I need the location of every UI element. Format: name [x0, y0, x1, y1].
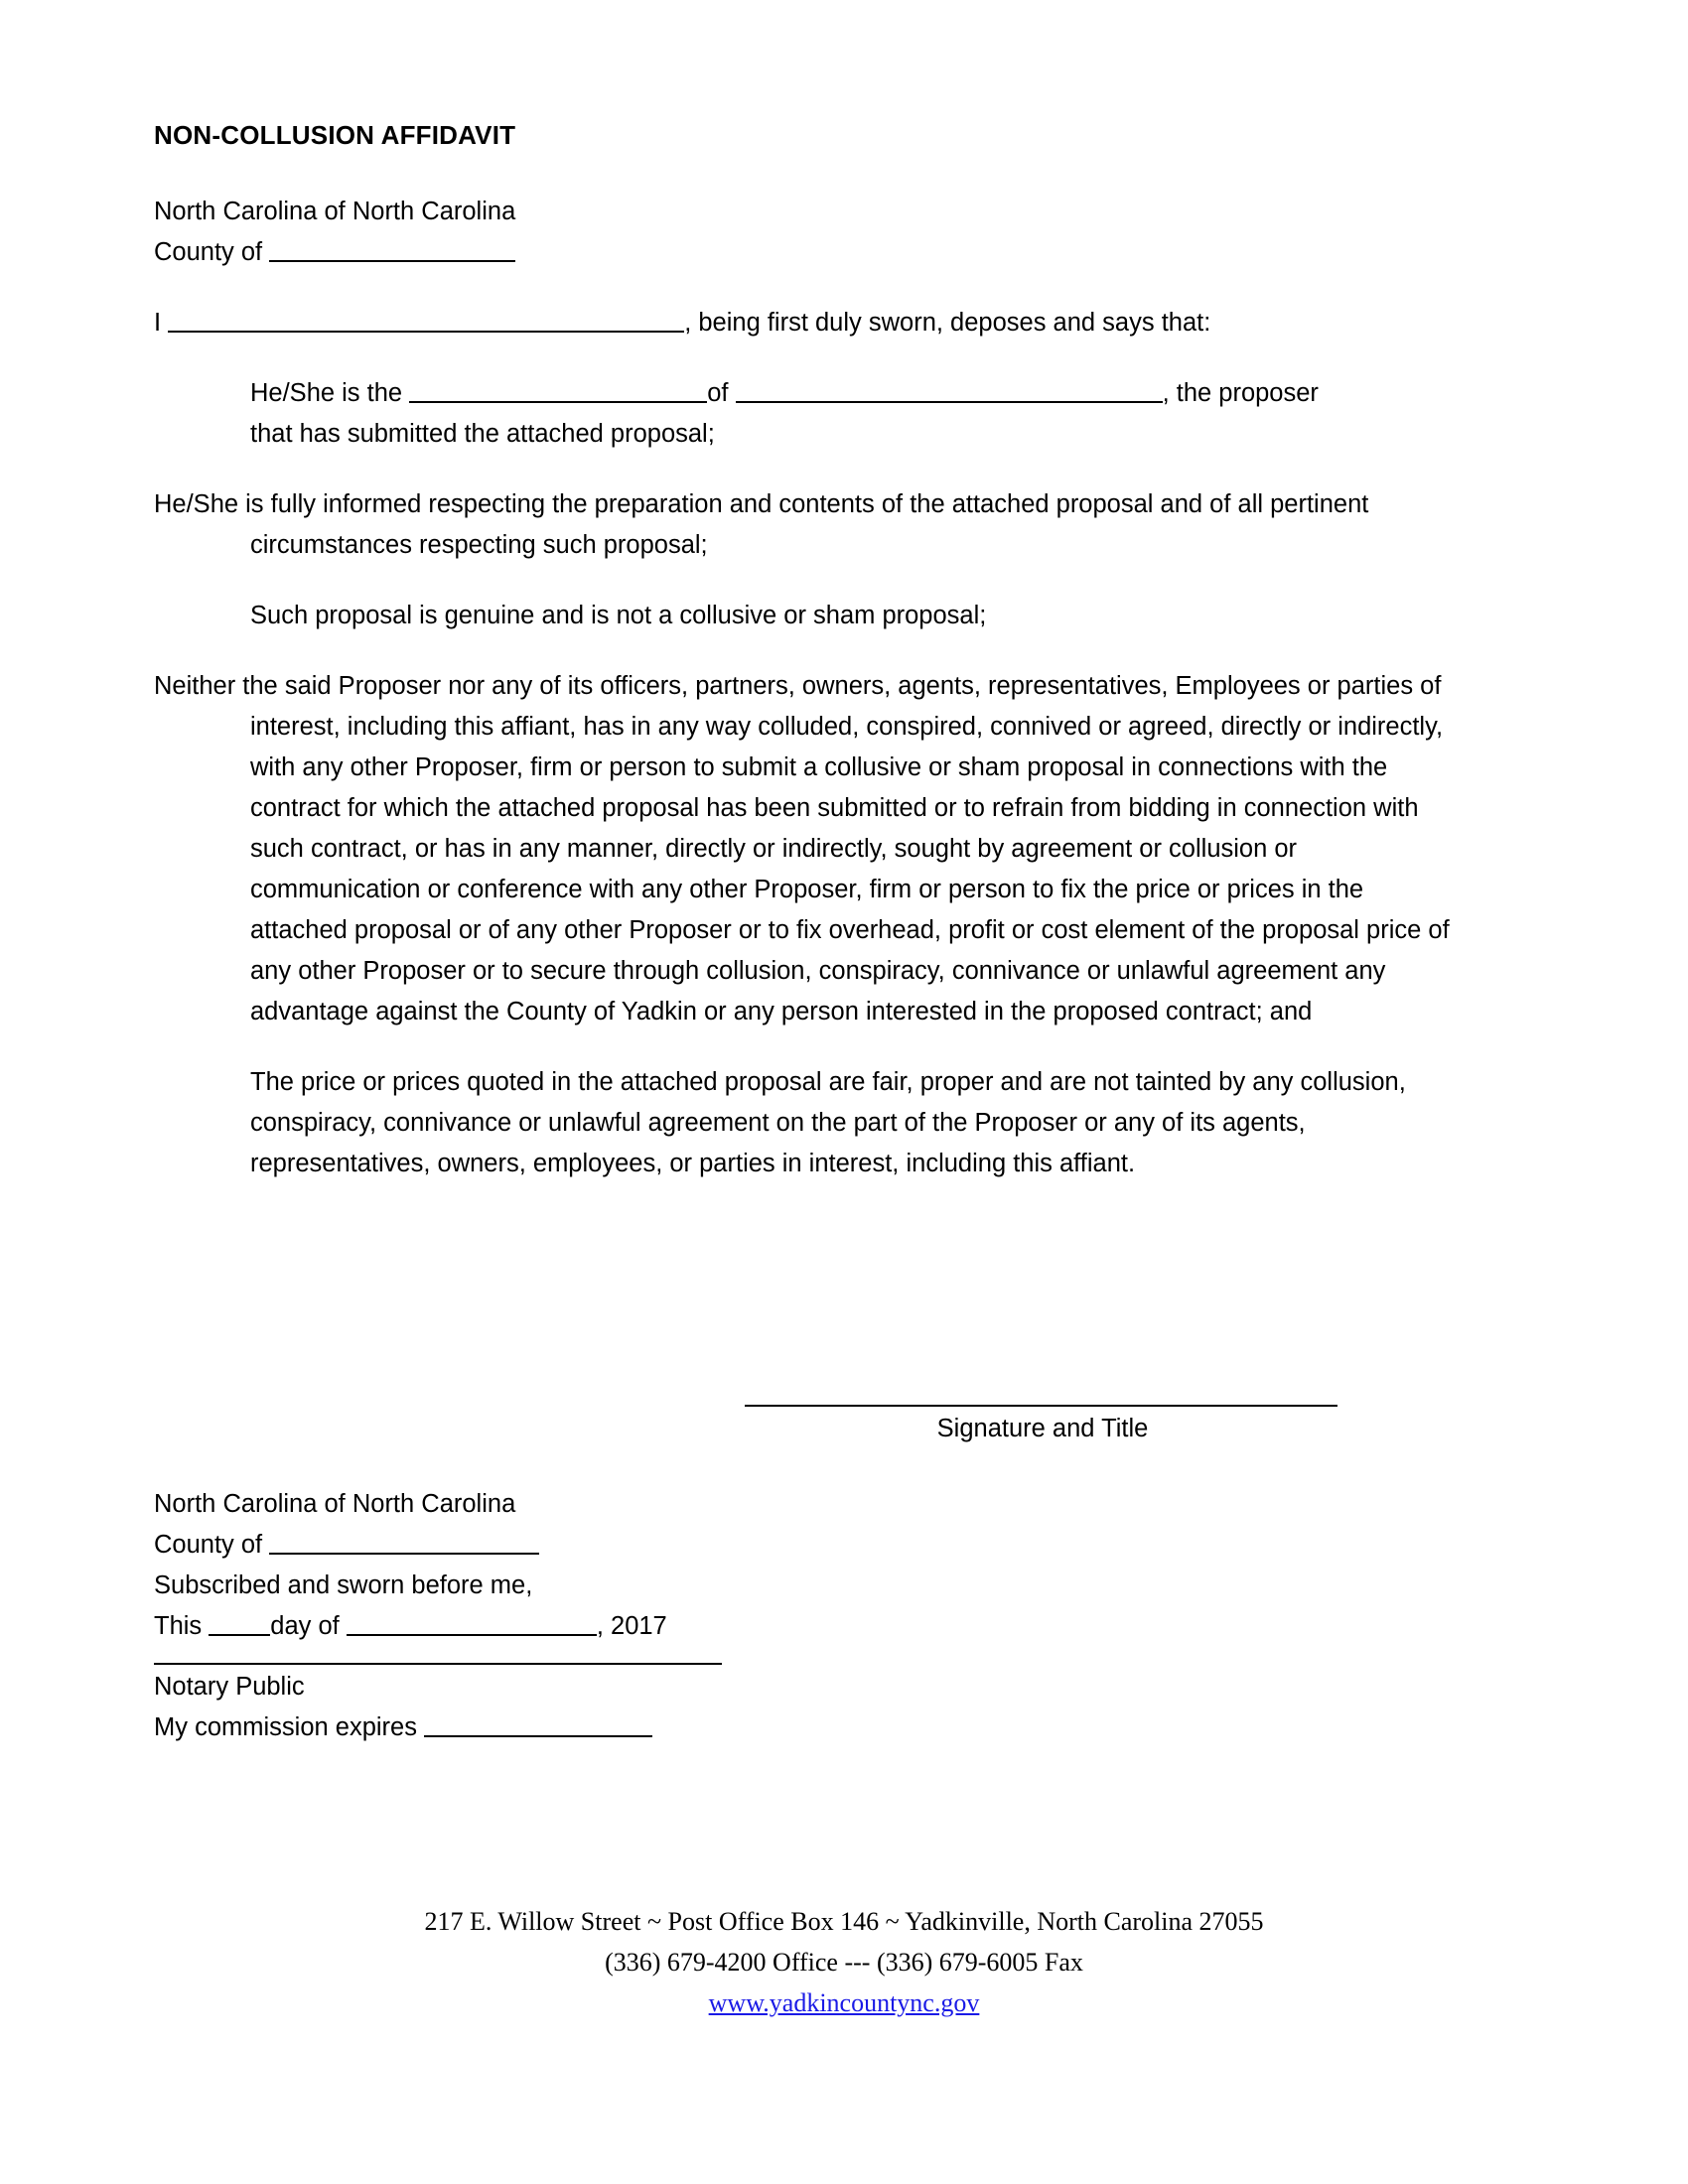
- notary-date-line: [154, 1606, 948, 1647]
- paragraph-price-quoted: The price or prices quoted in the attached proposal are fair, proper and are not tainted by any collusion, conspiracy, connivance or unlawful agreement on the part of the Proposer or any of its agents, representatives, owners, employees, or parties in interest, including this affiant.: [250, 1067, 1406, 1177]
- signature-label: Signature and Title: [936, 1415, 1149, 1442]
- footer-url-text[interactable]: www.yadkincountync.gov: [708, 1988, 980, 2017]
- month-blank-field[interactable]: [347, 1611, 597, 1636]
- county-blank-field[interactable]: [269, 236, 515, 261]
- submitted-proposal-line: that has submitted the attached proposal;: [250, 419, 715, 448]
- paragraph-fully-informed: He/She is fully informed respecting the preparation and contents of the attached proposal and of all pertinent circumstances respecting such proposal;: [154, 489, 1369, 559]
- firm-name-blank-field[interactable]: [736, 377, 1163, 402]
- heshe-is-the-label: He/She is the: [250, 378, 403, 407]
- affiant-intro-line: [154, 303, 1450, 343]
- page-title: NON-COLLUSION AFFIDAVIT: [154, 120, 516, 150]
- footer-website-link[interactable]: [0, 1982, 1688, 2023]
- notary-county-label: County of: [154, 1531, 263, 1559]
- heshe-is-the-line: [154, 373, 1450, 414]
- paragraph-neither-proposer: Neither the said Proposer nor any of its officers, partners, owners, agents, representatives, Employees or parties of interest, including this affiant, has in any way colluded, conspired, connived or agreed, directly or indirectly, with any other Proposer, firm or person to submit a collusive or sham proposal in connections with the contract for which the attached proposal has been submitted or to refrain from bidding in connection with such contract, or has in any manner, directly or indirectly, sought by agreement or collusion or communication or conference with any other Proposer, firm or person to fix the price or prices in the attached proposal or of any other Proposer or to fix overhead, profit or cost element of the proposal price of any other Proposer or to secure through collusion, conspiracy, connivance or unlawful agreement any advantage against the County of Yadkin or any person interested in the proposed contract; and: [154, 671, 1450, 1025]
- notary-state-line: North Carolina of North Carolina: [154, 1490, 516, 1518]
- year-suffix: , 2017: [596, 1612, 667, 1640]
- notary-county-blank-field[interactable]: [269, 1530, 539, 1555]
- affiant-intro-prefix: I: [154, 308, 162, 337]
- day-of-word: day of: [270, 1612, 340, 1640]
- day-blank-field[interactable]: [209, 1611, 270, 1636]
- notary-subscribed-line: Subscribed and sworn before me,: [154, 1571, 533, 1599]
- county-line: [154, 232, 1450, 273]
- the-proposer-label: , the proposer: [1162, 378, 1319, 407]
- affiant-intro-suffix: , being first duly sworn, deposes and says that:: [684, 308, 1211, 337]
- notary-county-line: [154, 1525, 948, 1566]
- notary-public-label: Notary Public: [154, 1673, 305, 1701]
- footer-address: 217 E. Willow Street ~ Post Office Box 146 ~ Yadkinville, North Carolina 27055: [424, 1907, 1264, 1936]
- commission-expires-label: My commission expires: [154, 1713, 417, 1741]
- footer-phone: (336) 679-4200 Office --- (336) 679-6005 Fax: [605, 1948, 1083, 1977]
- of-word: of: [707, 378, 729, 407]
- notary-signature-rule[interactable]: [154, 1663, 722, 1665]
- county-label: County of: [154, 237, 263, 266]
- commission-expires-blank-field[interactable]: [424, 1712, 652, 1737]
- state-line: North Carolina of North Carolina: [154, 197, 516, 225]
- page-footer: [0, 1901, 1688, 2023]
- affiant-name-blank-field[interactable]: [168, 307, 684, 332]
- notary-block: [154, 1484, 948, 1748]
- commission-expires-line: [154, 1707, 948, 1748]
- this-word: This: [154, 1612, 203, 1640]
- paragraph-genuine-proposal: Such proposal is genuine and is not a collusive or sham proposal;: [250, 601, 987, 629]
- officer-title-blank-field[interactable]: [409, 377, 707, 402]
- document-body: [154, 119, 1450, 1184]
- signature-block: [745, 1405, 1340, 1449]
